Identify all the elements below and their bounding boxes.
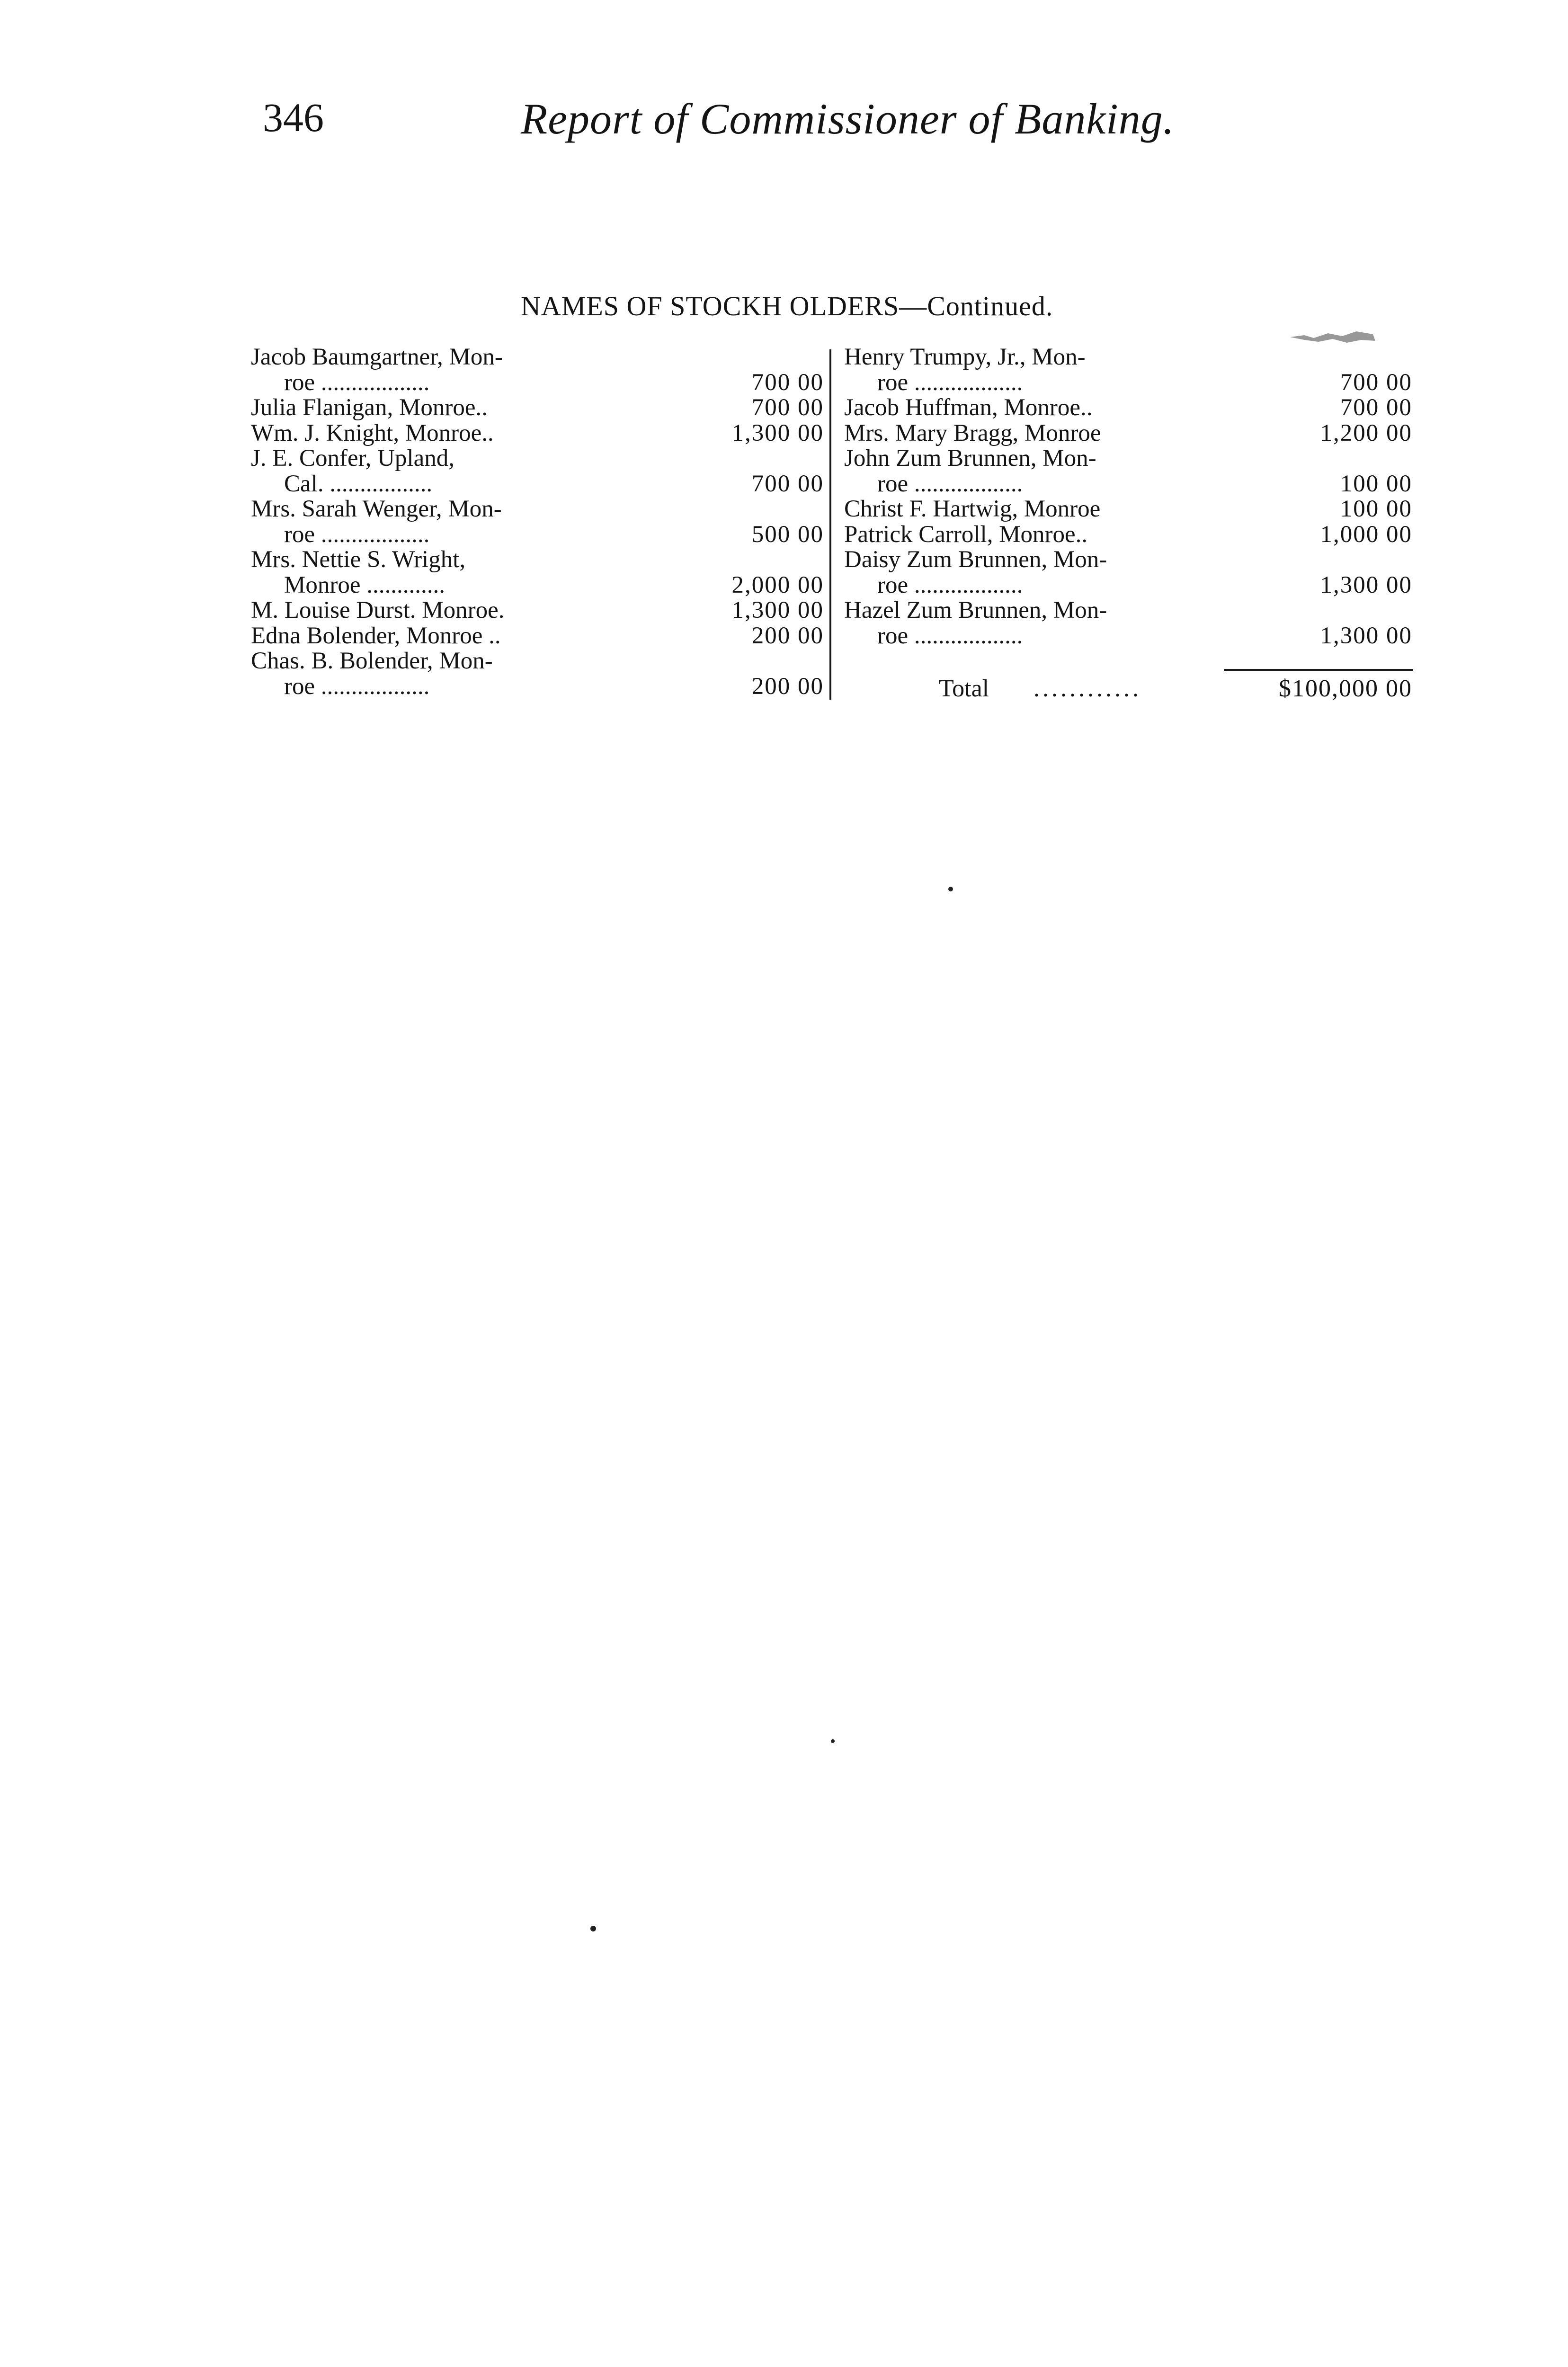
total-label: Total	[939, 675, 989, 702]
stockholder-entry	[844, 345, 1412, 395]
running-title: Report of Commissioner of Banking.	[521, 95, 1175, 143]
share-amount: 100 00	[1340, 496, 1412, 522]
print-speck	[831, 1739, 835, 1743]
entry-line	[844, 547, 1412, 573]
left-stockholder-column	[251, 345, 824, 699]
stockholder-name: Patrick Carroll, Monroe..	[844, 521, 1088, 548]
share-amount: 700 00	[1340, 369, 1412, 396]
stockholder-entry	[251, 598, 824, 623]
entry-line	[251, 522, 824, 548]
stockholder-name: Mrs. Sarah Wenger, Mon-	[251, 496, 502, 522]
share-amount: 1,300 00	[731, 419, 824, 446]
share-amount: 1,300 00	[1320, 571, 1412, 598]
print-speck	[590, 1926, 596, 1931]
name-continuation: roe ..................	[877, 571, 1023, 598]
total-rule	[1224, 669, 1413, 671]
page-number: 346	[263, 95, 324, 140]
entry-line	[251, 573, 824, 598]
column-divider	[829, 349, 831, 700]
stockholder-entry	[251, 345, 824, 395]
stockholder-name: Julia Flanigan, Monroe..	[251, 394, 488, 421]
entry-line	[251, 472, 824, 497]
name-continuation: roe ..................	[284, 369, 430, 396]
name-continuation: roe ..................	[284, 521, 430, 548]
share-amount: 2,000 00	[731, 571, 824, 598]
stockholder-entry	[844, 598, 1412, 649]
stockholder-name: Hazel Zum Brunnen, Mon-	[844, 597, 1107, 623]
entry-line	[251, 497, 824, 522]
stockholder-entry	[251, 623, 824, 649]
entry-line	[251, 370, 824, 396]
entry-line	[251, 446, 824, 472]
share-amount: 1,200 00	[1320, 419, 1412, 446]
print-speck	[948, 887, 953, 891]
entry-line	[251, 547, 824, 573]
share-amount: 700 00	[751, 369, 824, 396]
share-amount: 200 00	[751, 673, 824, 700]
stockholder-entry	[844, 547, 1412, 598]
entry-line	[844, 345, 1412, 370]
share-amount: 100 00	[1340, 470, 1412, 497]
stockholder-entry	[251, 421, 824, 446]
stockholder-name: M. Louise Durst. Monroe.	[251, 597, 505, 623]
entry-line	[251, 395, 824, 421]
share-amount: 200 00	[751, 622, 824, 649]
name-continuation: roe ..................	[877, 470, 1023, 497]
name-continuation: Monroe .............	[284, 571, 445, 598]
ink-smudge-mark	[1285, 327, 1380, 346]
stockholder-entry	[251, 497, 824, 547]
stockholder-name: Mrs. Nettie S. Wright,	[251, 546, 466, 573]
entry-line	[844, 598, 1412, 623]
stockholder-entry	[844, 446, 1412, 497]
entry-line	[844, 497, 1412, 522]
name-continuation: roe ..................	[877, 622, 1023, 649]
entry-line	[251, 421, 824, 446]
stockholder-entry	[251, 446, 824, 497]
stockholder-name: Christ F. Hartwig, Monroe	[844, 496, 1101, 522]
stockholder-name: Wm. J. Knight, Monroe..	[251, 419, 494, 446]
entry-line	[251, 649, 824, 674]
entry-line	[844, 623, 1412, 649]
entry-line	[251, 598, 824, 623]
stockholder-name: Henry Trumpy, Jr., Mon-	[844, 344, 1086, 370]
stockholder-entry	[844, 522, 1412, 548]
share-amount: 700 00	[751, 394, 824, 421]
stockholder-entry	[844, 497, 1412, 522]
entry-line	[844, 573, 1412, 598]
share-amount: 1,000 00	[1320, 521, 1412, 548]
right-stockholder-column	[844, 345, 1412, 649]
total-amount: $100,000 00	[1279, 675, 1412, 702]
name-continuation: Cal. .................	[284, 470, 433, 497]
share-amount: 500 00	[751, 521, 824, 548]
entry-line	[251, 345, 824, 370]
share-amount: 700 00	[751, 470, 824, 497]
stockholder-name: J. E. Confer, Upland,	[251, 445, 454, 472]
entry-line	[251, 623, 824, 649]
stockholder-name: Jacob Baumgartner, Mon-	[251, 344, 503, 370]
entry-line	[844, 446, 1412, 472]
stockholder-name: Mrs. Mary Bragg, Monroe	[844, 419, 1101, 446]
entry-line	[844, 522, 1412, 548]
entry-line	[844, 395, 1412, 421]
stockholder-entry	[251, 547, 824, 598]
stockholder-name: Edna Bolender, Monroe ..	[251, 622, 501, 649]
entry-line	[844, 472, 1412, 497]
share-amount: 700 00	[1340, 394, 1412, 421]
section-title: NAMES OF STOCKH OLDERS—Continued.	[521, 291, 1053, 321]
stockholder-entry	[844, 421, 1412, 446]
name-continuation: roe ..................	[284, 673, 430, 700]
entry-line	[844, 421, 1412, 446]
total-leader: ............	[1033, 675, 1141, 702]
stockholder-entry	[251, 395, 824, 421]
stockholder-name: Jacob Huffman, Monroe..	[844, 394, 1093, 421]
stockholder-name: John Zum Brunnen, Mon-	[844, 445, 1096, 472]
entry-line	[844, 370, 1412, 396]
share-amount: 1,300 00	[731, 597, 824, 623]
stockholder-entry	[251, 649, 824, 699]
entry-line	[251, 674, 824, 700]
stockholder-name: Daisy Zum Brunnen, Mon-	[844, 546, 1107, 573]
share-amount: 1,300 00	[1320, 622, 1412, 649]
stockholder-entry	[844, 395, 1412, 421]
name-continuation: roe ..................	[877, 369, 1023, 396]
stockholder-name: Chas. B. Bolender, Mon-	[251, 648, 493, 674]
